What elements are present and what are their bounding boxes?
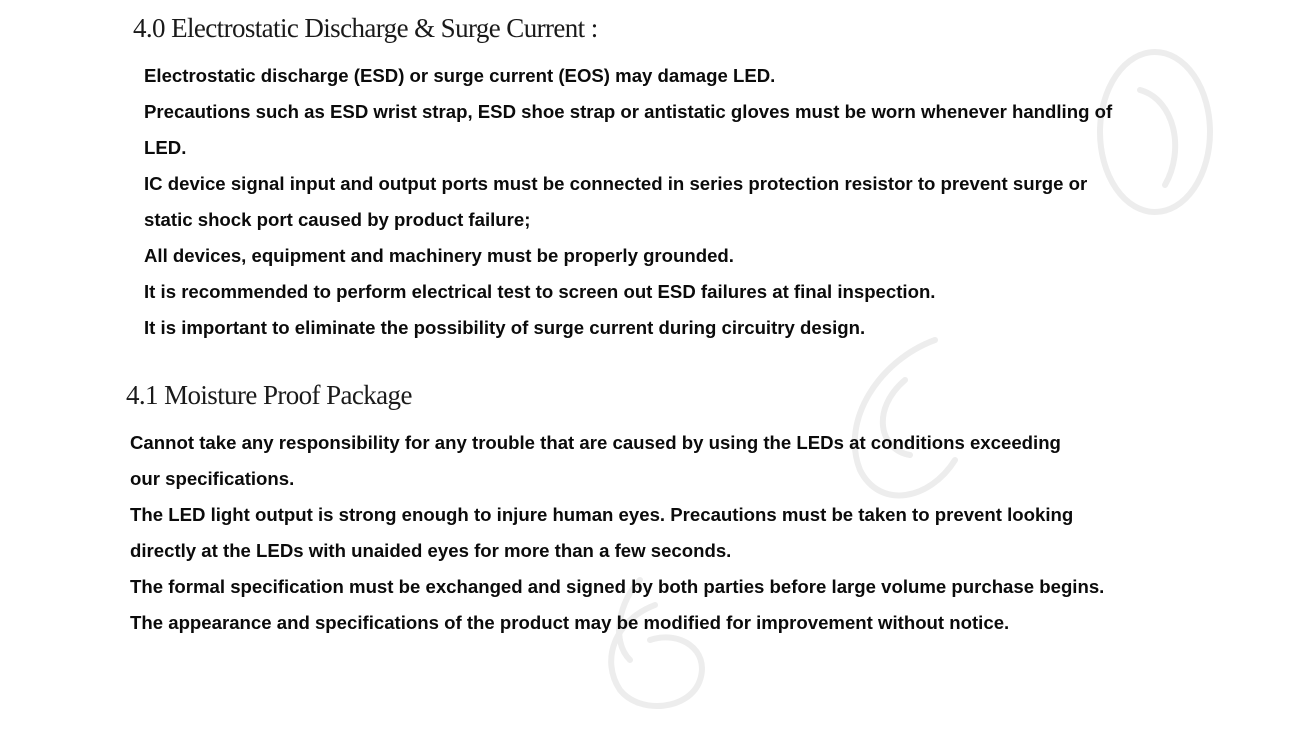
text-line: Cannot take any responsibility for any trouble that are caused by using the LEDs at conditions exceeding <box>130 432 1061 453</box>
text-line: LED. <box>144 137 187 158</box>
text-line: IC device signal input and output ports must be connected in series protection resistor to prevent surge or <box>144 173 1088 194</box>
section-heading-esd: 4.0 Electrostatic Discharge & Surge Current : <box>133 13 598 43</box>
section-heading-moisture: 4.1 Moisture Proof Package <box>126 380 412 410</box>
text-line: It is recommended to perform electrical test to screen out ESD failures at final inspection. <box>144 281 936 302</box>
text-line: directly at the LEDs with unaided eyes for more than a few seconds. <box>130 540 732 561</box>
text-line: The LED light output is strong enough to injure human eyes. Precautions must be taken to prevent looking <box>130 504 1074 525</box>
text-line: static shock port caused by product failure; <box>144 209 531 230</box>
text-line: The formal specification must be exchanged and signed by both parties before large volume purchase begins. <box>130 576 1105 597</box>
text-line: It is important to eliminate the possibility of surge current during circuitry design. <box>144 317 866 338</box>
text-line: Electrostatic discharge (ESD) or surge current (EOS) may damage LED. <box>144 65 776 86</box>
text-line: Precautions such as ESD wrist strap, ESD shoe strap or antistatic gloves must be worn whenever handling of <box>144 101 1113 122</box>
text-line: our specifications. <box>130 468 295 489</box>
esd-paragraph <box>144 58 1112 346</box>
text-line: All devices, equipment and machinery must be properly grounded. <box>144 245 734 266</box>
text-line: The appearance and specifications of the product may be modified for improvement without notice. <box>130 612 1010 633</box>
moisture-paragraph <box>130 425 1104 641</box>
